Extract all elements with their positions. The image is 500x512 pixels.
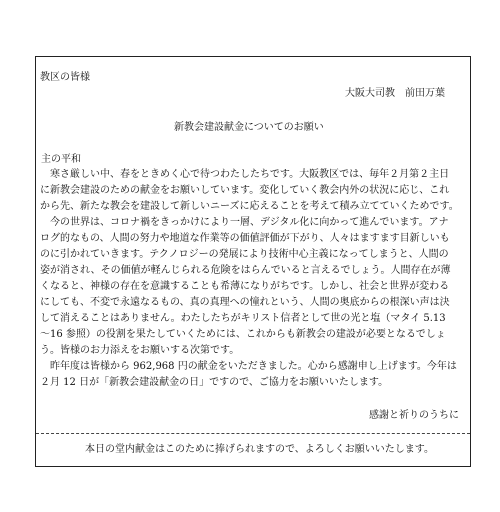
- body-line: ログ的なもの、人間の努力や地道な作業等の価値評価が下がり、人々はますます目新しいも: [40, 233, 450, 244]
- body-line: して消えることはありません。わたしたちがキリスト信者として世の光と塩（マタイ 5.13: [40, 313, 446, 324]
- body-line: う。皆様のお力添えをお願いする次第です。: [40, 345, 240, 356]
- signature: 大阪大司教 前田万葉: [345, 88, 445, 99]
- body-line: のに引かれていきます。テクノロジーの発展により技術中心主義になってしまうと、人間の: [40, 249, 449, 260]
- closing-remark: 感謝と祈りのうちに: [369, 410, 459, 421]
- body-line: 〜16 参照）の役割を果たしていくためには、これからも新教会の建設が必要となるでしょ: [40, 329, 446, 340]
- body-line: ２月 12 日が「新教会建設献金の日」ですので、ご協力をお願いいたします。: [40, 377, 389, 388]
- body-line: 寒さ厳しい中、春をときめく心で待つわたしたちです。大阪教区では、毎年２月第２主日: [40, 169, 450, 180]
- body-line: に新教会建設のための献金をお願いしています。変化していく教会内外の状況に応じ、これ: [40, 185, 450, 196]
- letter-title: 新教会建設献金についてのお願い: [174, 122, 324, 133]
- footer-note: 本日の堂内献金はこのために捧げられますので、よろしくお願いいたします。: [85, 444, 434, 455]
- body-line: 今の世界は、コロナ禍をきっかけにより一層、デジタル化に向かって進んでいます。アナ: [40, 217, 449, 228]
- opening-salutation: 主の平和: [41, 154, 81, 165]
- greeting: 教区の皆様: [40, 72, 90, 83]
- document-frame: [35, 56, 471, 467]
- body-line: 昨年度は皆様から 962,968 円の献金をいただきました。心から感謝申し上げます。今年は: [40, 361, 457, 372]
- body-line: 姿が消され、その価値が軽んじられる危険をはらんでいると言えるでしょう。人間存在が薄: [40, 265, 451, 276]
- dashed-divider: [36, 433, 470, 434]
- body-line: から先、新たな教会を建設して新しいニーズに応えることを考えて積み立てていくためです。: [40, 201, 459, 212]
- body-line: にしても、不変で永遠なるもの、真の真理への憧れという、人間の奥底からの根深い声は決: [40, 297, 450, 308]
- body-line: くなると、神様の存在を意識することも希薄になりがちです。しかし、社会と世界が変わる: [40, 281, 450, 292]
